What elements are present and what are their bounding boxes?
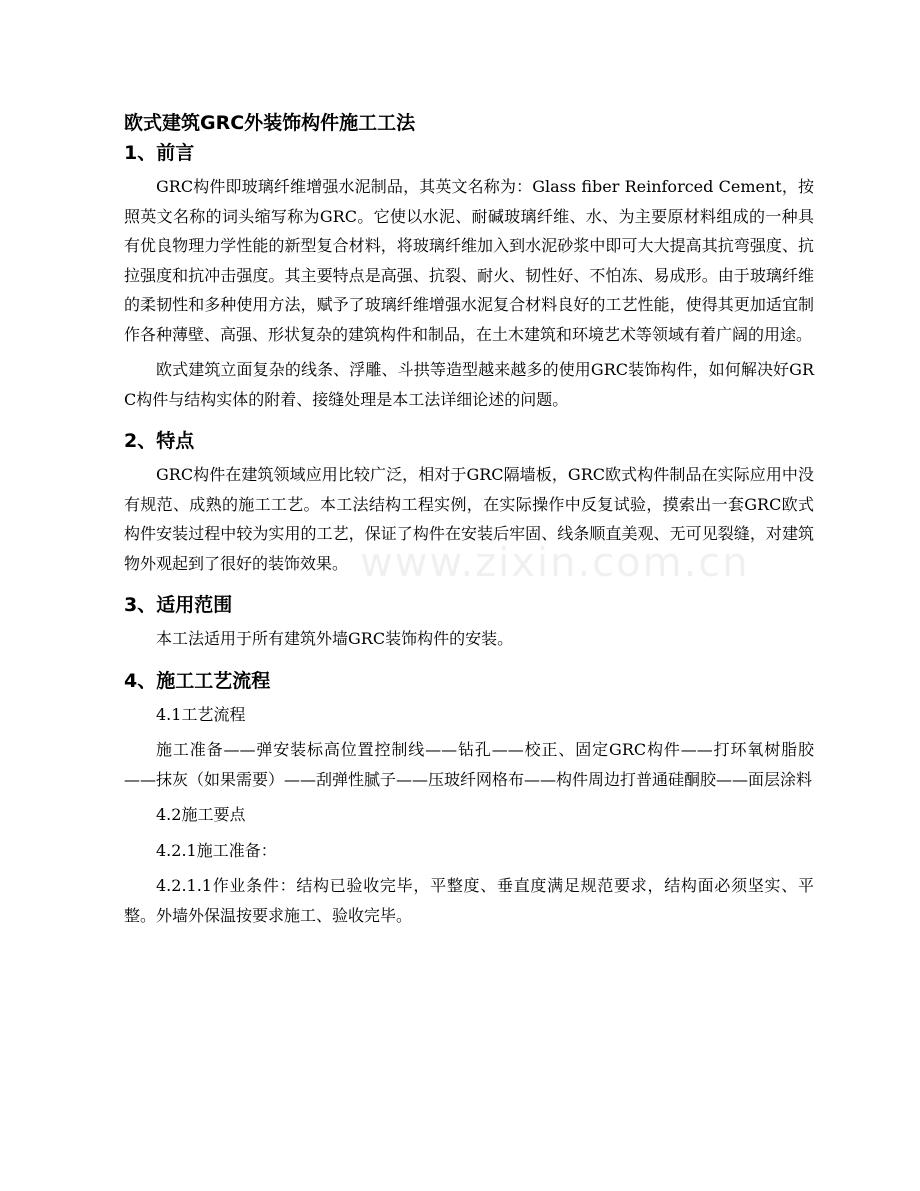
process-flow-paragraph: 施工准备——弹安装标高位置控制线——钻孔——校正、固定GRC构件——打环氧树脂胶——抹灰（如果需要）——刮弹性腻子——压玻纤网格布——构件周边打普通硅酮胶——面层涂料 — [124, 740, 814, 789]
section-process — [124, 666, 814, 931]
document-page — [124, 108, 814, 936]
section-scope — [124, 590, 814, 654]
process-paragraph-4-2-1-1: 4.2.1.1作业条件：结构已验收完毕，平整度、垂直度满足规范要求，结构面必须坚实、平整。外墙外保温按要求施工、验收完毕。 — [124, 876, 814, 925]
section-heading-features: 2、特点 — [124, 430, 195, 452]
section-heading-preface: 1、前言 — [124, 142, 195, 164]
document-title: 欧式建筑GRC外装饰构件施工工法 — [124, 112, 416, 134]
section-heading-process: 4、施工工艺流程 — [124, 669, 271, 692]
process-subheading-4-2: 4.2施工要点 — [156, 805, 246, 824]
preface-paragraph-2: 欧式建筑立面复杂的线条、浮雕、斗拱等造型越来越多的使用GRC装饰构件，如何解决好GRC构件与结构实体的附着、接缝处理是本工法详细论述的问题。 — [124, 360, 814, 409]
preface-paragraph-1: GRC构件即玻璃纤维增强水泥制品，其英文名称为：Glass fiber Reinforced Cement，按照英文名称的词头缩写称为GRC。它使以水泥、耐碱玻璃纤维、水、为主要原材料组成的一种具有优良物理力学性能的新型复合材料，将玻璃纤维加入到水泥砂浆中即可大大提高其抗弯强度、抗拉强度和抗冲击强度。其主要特点是高强、抗裂、耐火、韧性好、不怕冻、易成形。由于玻璃纤维的柔韧性和多种使用方法，赋予了玻璃纤维增强水泥复合材料良好的工艺性能，使得其更加适宜制作各种薄壁、高强、形状复杂的建筑构件和制品，在土木建筑和环境艺术等领域有着广阔的用途。 — [124, 177, 814, 344]
scope-paragraph-1: 本工法适用于所有建筑外墙GRC装饰构件的安装。 — [156, 629, 514, 648]
features-paragraph-1: GRC构件在建筑领域应用比较广泛，相对于GRC隔墙板，GRC欧式构件制品在实际应用中没有规范、成熟的施工工艺。本工法结构工程实例，在实际操作中反复试验，摸索出一套GRC欧式构件安装过程中较为实用的工艺，保证了构件在安装后牢固、线条顺直美观、无可见裂缝，对建筑物外观起到了很好的装饰效果。 — [124, 465, 814, 573]
section-heading-scope: 3、适用范围 — [124, 594, 233, 616]
watermark: www.zixin.com.cn — [360, 540, 750, 586]
process-subheading-4-1: 4.1工艺流程 — [156, 704, 246, 724]
section-preface — [124, 138, 814, 414]
process-subheading-4-2-1: 4.2.1施工准备： — [156, 840, 277, 860]
section-features — [124, 426, 814, 578]
